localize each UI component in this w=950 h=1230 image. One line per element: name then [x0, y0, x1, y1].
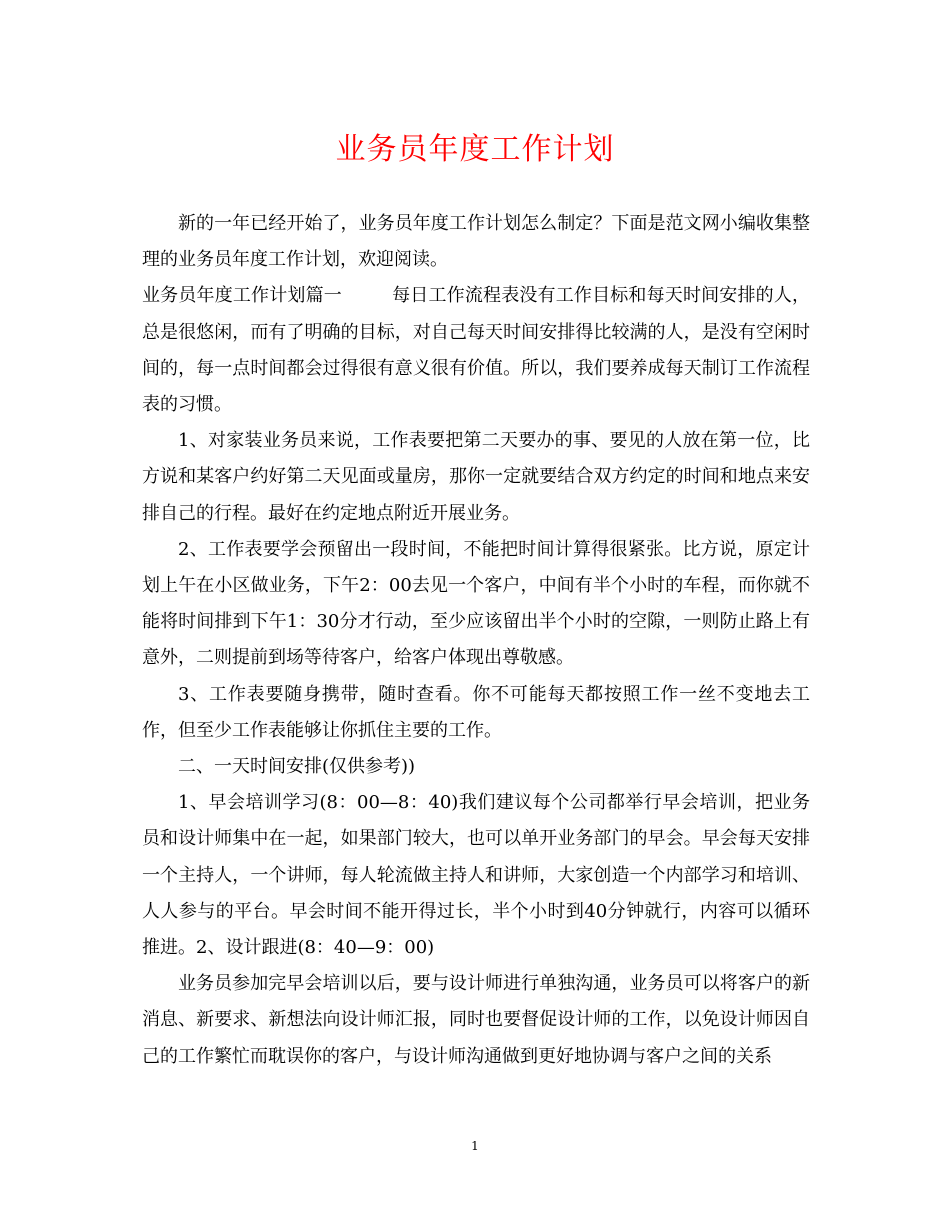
document-body	[142, 206, 810, 1075]
section-text: 每日工作流程表没有工作目标和每天时间安排的人，总是很悠闲，而有了明确的目标，对自己每天时间安排得比较满的人，是没有空闲时间的，每一点时间都会过得很有意义很有价值。所以，我们要养成每天制订工作流程表的习惯。	[142, 285, 811, 416]
item-paragraph-3: 3、工作表要随身携带，随时查看。你不可能每天都按照工作一丝不变地去工作，但至少工作表能够让你抓住主要的工作。	[142, 683, 810, 741]
page-number: 1	[471, 1139, 479, 1153]
intro-paragraph: 新的一年已经开始了，业务员年度工作计划怎么制定？下面是范文网小编收集整理的业务员年度工作计划，欢迎阅读。	[142, 213, 810, 271]
item-paragraph-1: 1、对家装业务员来说，工作表要把第二天要办的事、要见的人放在第一位，比方说和某客户约好第二天见面或量房，那你一定就要结合双方约定的时间和地点来安排自己的行程。最好在约定地点附近开展业务。	[142, 430, 810, 524]
document-title: 业务员年度工作计划	[335, 132, 615, 167]
subsection-heading: 二、一天时间安排(仅供参考))	[178, 756, 416, 778]
section-heading: 业务员年度工作计划篇一	[142, 285, 342, 307]
item-paragraph-5: 业务员参加完早会培训以后，要与设计师进行单独沟通，业务员可以将客户的新消息、新要求、新想法向设计师汇报，同时也要督促设计师的工作，以免设计师因自己的工作繁忙而耽误你的客户，与设计师沟通做到更好地协调与客户之间的关系	[142, 973, 810, 1067]
item-paragraph-4: 1、早会培训学习(8：00—8：40)我们建议每个公司都举行早会培训，把业务员和设计师集中在一起，如果部门较大，也可以单开业务部门的早会。早会每天安排一个主持人，一个讲师，每人轮流做主持人和讲师，大家创造一个内部学习和培训、人人参与的平台。早会时间不能开得过长，半个小时到40分钟就行，内容可以循环推进。2、设计跟进(8：40—9：00)	[142, 792, 810, 959]
section-paragraph	[142, 278, 810, 423]
item-paragraph-2: 2、工作表要学会预留出一段时间，不能把时间计算得很紧张。比方说，原定计划上午在小区做业务，下午2：00去见一个客户，中间有半个小时的车程，而你就不能将时间排到下午1：30分才行动，至少应该留出半个小时的空隙，一则防止路上有意外，二则提前到场等待客户，给客户体现出尊敬感。	[142, 538, 810, 669]
